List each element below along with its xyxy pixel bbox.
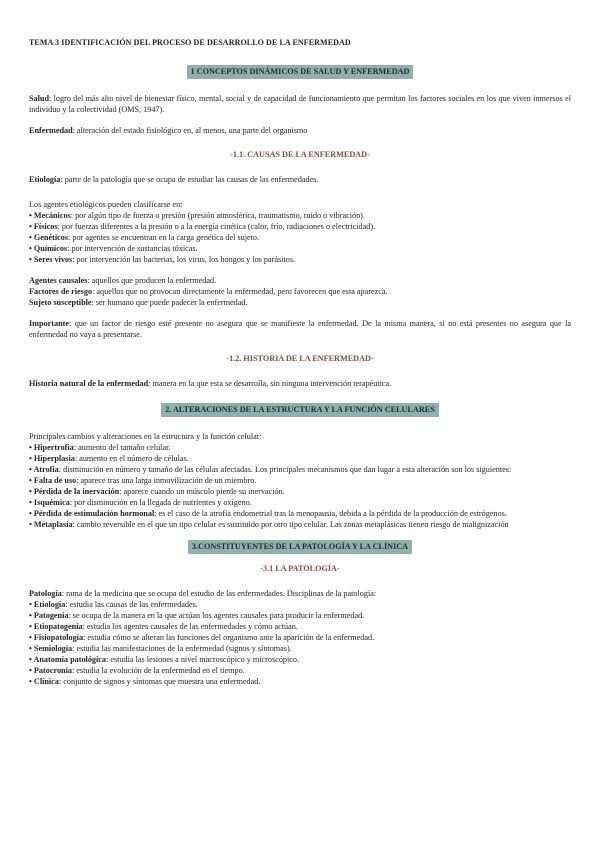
list-item-text: : aquellos que no provocan directamente la enfermedad, pero favorecen que esta aparezca. (92, 287, 388, 296)
list-item (29, 243, 571, 254)
list-item-term: • Químicos (29, 244, 68, 253)
section-1-header (29, 61, 571, 79)
patologia-definition (29, 588, 571, 599)
salud-definition (29, 93, 571, 115)
list-item (29, 442, 571, 453)
list-item-text: : por agentes se encuentran en la carga genética del sujeto. (68, 233, 260, 242)
list-item-term: • Atrofia (29, 465, 59, 474)
list-item (29, 286, 571, 297)
list-item-term: Sujeto susceptible (29, 298, 92, 307)
patologia-term: Patología (29, 589, 62, 598)
agents-list (29, 210, 571, 265)
list-item-term: • Fisiopatología (29, 633, 84, 642)
section-3-title: 3.CONSTITUYENTES DE LA PATOLOGÍA Y LA CLÍNICA (188, 540, 412, 554)
list-item-term: • Etiopatogenia (29, 622, 83, 631)
list-item (29, 665, 571, 676)
salud-text: : logro del más alto nivel de bienestar físico, mental, social y de capacidad de funcionamiento que permitan los factores sociales en los que viven inmersos el individuo y la colectividad (OMS, 1947). (29, 94, 571, 114)
list-item (29, 254, 571, 265)
list-item-text: : estudia cómo se alteran las funciones del organismo ante la aparición de la enfermedad. (83, 633, 375, 642)
list-item-text: : aparece tras una larga inmovilización de un miembro. (76, 476, 257, 485)
etiologia-term: Etiología (29, 175, 61, 184)
list-item-term: • Seres vivos (29, 255, 73, 264)
list-item (29, 210, 571, 221)
risk-definitions (29, 275, 571, 308)
list-item-text: : aumento del tamaño celular. (73, 443, 171, 452)
historia-term: Historia natural de la enfermedad (29, 379, 149, 388)
patologia-text: : rama de la medicina que se ocupa del estudio de las enfermedades. Disciplinas de la patología: (61, 589, 377, 598)
list-item-text: : se ocupa de la manera en la que actúan los agentes causales para producir la enfermedad. (68, 611, 365, 620)
pathology-disciplines-list (29, 599, 571, 687)
historia-text: : manera en la que esta se desarrolla, sin ninguna intervención terapéutica. (148, 379, 392, 388)
list-item-term: • Falta de uso (29, 476, 77, 485)
list-item (29, 221, 571, 232)
list-item-text: : estudia las lesiones a nivel macroscópico y microscópico. (106, 655, 300, 664)
etiologia-definition (29, 174, 571, 185)
list-item-term: • Clínica (29, 677, 59, 686)
list-item (29, 497, 571, 508)
list-item (29, 464, 571, 475)
section-3-header (29, 536, 571, 554)
section-1-title: 1 CONCEPTOS DINÁMICOS DE SALUD Y ENFERMEDAD (187, 65, 414, 79)
list-item-text: : aquellos que producen la enfermedad. (87, 276, 217, 285)
list-item (29, 297, 571, 308)
list-item-term: Agentes causales (29, 276, 88, 285)
list-item-text: : por intervención de sustancias tóxicas. (67, 244, 198, 253)
subsection-1-1-title: -1.1. CAUSAS DE LA ENFERMEDAD- (230, 150, 370, 159)
list-item (29, 508, 571, 519)
list-item-term: • Patocronia (29, 666, 72, 675)
list-item (29, 486, 571, 497)
section-2-title: 2. ALTERACIONES DE LA ESTRUCTURA Y LA FUNCIÓN CELULARES (161, 403, 439, 417)
list-item-term: • Mecánicos (29, 211, 71, 220)
list-item-text: : por algún tipo de fuerza o presión (presión atmosférica, traumatismo, ruido o vibración). (70, 211, 365, 220)
list-item-term: • Hipertrofia (29, 443, 74, 452)
list-item (29, 519, 571, 530)
subsection-3-1-title: -3.1 LA PATOLOGÍA- (260, 564, 340, 573)
subsection-1-2-title: -1.2. HISTORIA DE LA ENFERMEDAD- (226, 354, 374, 363)
list-item-text: : estudia las manifestaciones de la enfermedad (signos y síntomas). (72, 644, 292, 653)
list-item (29, 610, 571, 621)
document-title: TEMA 3 IDENTIFICACIÓN DEL PROCESO DE DESARROLLO DE LA ENFERMEDAD (29, 38, 351, 47)
section-2-header (29, 399, 571, 417)
list-item (29, 275, 571, 286)
importante-term: Importante (29, 319, 70, 328)
list-item-term: • Anatomía patológica (29, 655, 107, 664)
list-item-text: : estudia los agentes causales de las enfermedades y cómo actúan. (82, 622, 298, 631)
cell-alterations-list (29, 442, 571, 530)
list-item-term: • Genéticos (29, 233, 69, 242)
historia-definition (29, 378, 571, 389)
enfermedad-term: Enfermedad (29, 126, 73, 135)
list-item-term: • Isquémica (29, 498, 70, 507)
list-item-text: : conjunto de signos y síntomas que muestra una enfermedad. (58, 677, 261, 686)
list-item-term: • Pérdida de estimulación hormonal (29, 509, 155, 518)
list-item-text: : por disminución en la llegada de nutrientes y oxígeno. (69, 498, 252, 507)
list-item-term: • Hiperplasia (29, 454, 75, 463)
etiologia-text: : parte de la patología que se ocupa de estudiar las causas de las enfermedades. (60, 175, 319, 184)
list-item (29, 643, 571, 654)
list-item-text: : cambio reversible en el que un tipo celular es sustituido por otro tipo celular. Las zonas metaplásicas tienen riesgo de malignización (72, 520, 509, 529)
section-2-intro: Principales cambios y alteraciones en la estructura y la función celular: (29, 432, 262, 441)
list-item (29, 599, 571, 610)
list-item-text: : por fuerzas diferentes a la presión o a la energía cinética (calor, frío, radiaciones o electricidad). (57, 222, 376, 231)
list-item-text: : ser humano que puede padecer la enfermedad. (91, 298, 248, 307)
list-item-term: • Metaplasia (29, 520, 73, 529)
list-item (29, 475, 571, 486)
salud-term: Salud (29, 94, 50, 103)
list-item-text: : estudia las causas de las enfermedades. (65, 600, 198, 609)
list-item-term: • Patogenia (29, 611, 69, 620)
list-item-term: Factores de riesgo (29, 287, 93, 296)
list-item (29, 676, 571, 687)
importante-text: : que un factor de riesgo esté presente no asegura que se manifieste la enfermedad. De la misma manera, si no está presentes no asegura que la enfermedad no vaya a presentarse. (29, 319, 571, 339)
list-item-text: : es el caso de la atrofia endometrial tras la menopausia, debida a la pérdida de la producción de estrógenos. (154, 509, 507, 518)
enfermedad-definition (29, 125, 571, 136)
agents-intro: Los agentes etiológicos pueden clasificarse en: (29, 200, 183, 209)
list-item-text: : por intervención las bacterias, los virus, los hongos y los parásitos. (72, 255, 296, 264)
importante-note (29, 318, 571, 340)
list-item (29, 232, 571, 243)
list-item (29, 453, 571, 464)
list-item-text: : estudia la evolución de la enfermedad en el tiempo. (71, 666, 245, 675)
list-item-text: : aparece cuando un músculo pierde su inervación. (119, 487, 285, 496)
enfermedad-text: : alteración del estado fisiológico en, al menos, una parte del organismo (72, 126, 308, 135)
list-item-text: : disminución en número y tamaño de las células afectadas. Los principales mecanismos que dan lugar a esta alteración son los siguientes: (58, 465, 512, 474)
list-item-term: • Pérdida de la inervación (29, 487, 120, 496)
list-item (29, 621, 571, 632)
list-item (29, 632, 571, 643)
list-item-term: • Semiología (29, 644, 73, 653)
list-item-term: • Físicos (29, 222, 58, 231)
list-item-term: • Etiología (29, 600, 66, 609)
list-item (29, 654, 571, 665)
list-item-text: : aumento en el número de células. (74, 454, 189, 463)
